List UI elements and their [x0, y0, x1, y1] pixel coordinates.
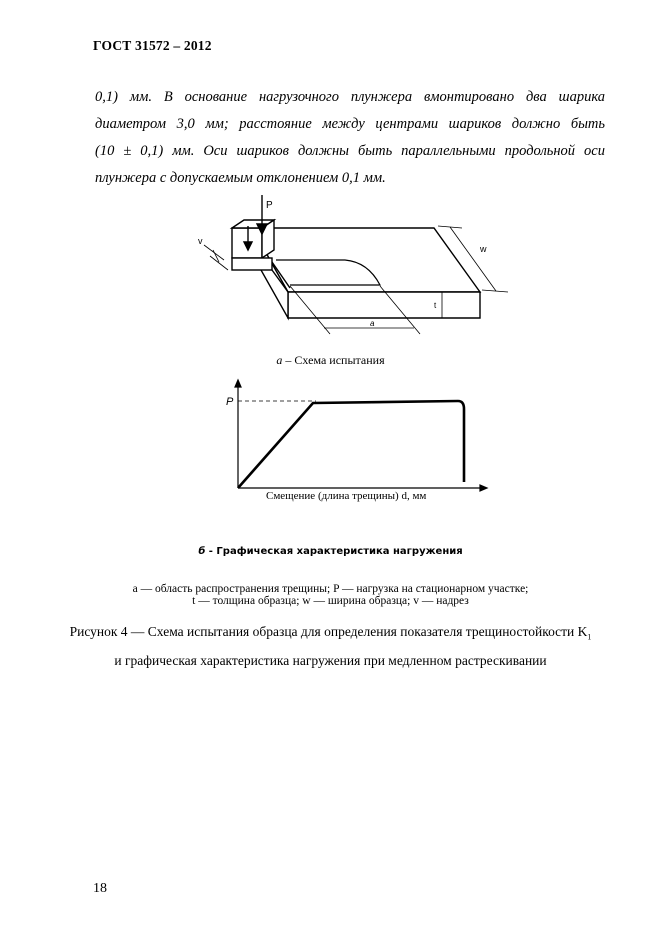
x-axis-label: Смещение (длина трещины) d, мм: [266, 490, 427, 502]
body-paragraph: [95, 84, 605, 192]
figure-title: [0, 620, 661, 672]
x-axis-arrow: [480, 485, 487, 491]
label-v: v: [198, 236, 203, 246]
paragraph-line: (10 ± 0,1) мм. Оси шариков должны быть параллельными продольной оси: [95, 143, 605, 159]
caption-b-letter: б: [198, 546, 206, 557]
label-P: P: [266, 200, 273, 211]
paragraph-line: диаметром 3,0 мм; расстояние между центрами шариков должно быть: [95, 116, 605, 132]
caption-a: [0, 353, 661, 368]
paragraph-line: плунжера с допускаемым отклонением 0,1 мм.: [95, 170, 386, 186]
page-number: 18: [93, 881, 107, 896]
load-chart: [218, 375, 498, 505]
caption-b-text: - Графическая характеристика нагружения: [205, 546, 463, 557]
y-axis-arrow: [235, 380, 241, 387]
plate-front-face: [288, 292, 480, 318]
figure-title-line1: Рисунок 4 — Схема испытания образца для определения показателя трещиностойкости K: [69, 624, 588, 639]
caption-a-letter: а: [276, 353, 283, 367]
label-a: a: [370, 319, 375, 328]
label-t: t: [434, 301, 437, 310]
figure-legend: [0, 583, 661, 607]
caption-b: [0, 546, 661, 557]
document-header: ГОСТ 31572 – 2012: [93, 38, 212, 53]
figure-title-line2: и графическая характеристика нагружения при медленном растрескивании: [114, 652, 547, 668]
load-curve: [238, 401, 464, 488]
paragraph-line: 0,1) мм. В основание нагрузочного плунжера вмонтировано два шарика: [95, 89, 605, 105]
legend-line: а — область распространения трещины; P — нагрузка на стационарном участке;: [132, 583, 529, 595]
caption-a-text: – Схема испытания: [282, 353, 385, 367]
figure-title-subscript: 1: [587, 632, 592, 642]
test-scheme-diagram: [180, 190, 520, 345]
y-axis-label: P: [226, 396, 234, 408]
label-w: w: [480, 244, 487, 254]
legend-line: t — толщина образца; w — ширина образца; v — надрез: [192, 595, 469, 607]
